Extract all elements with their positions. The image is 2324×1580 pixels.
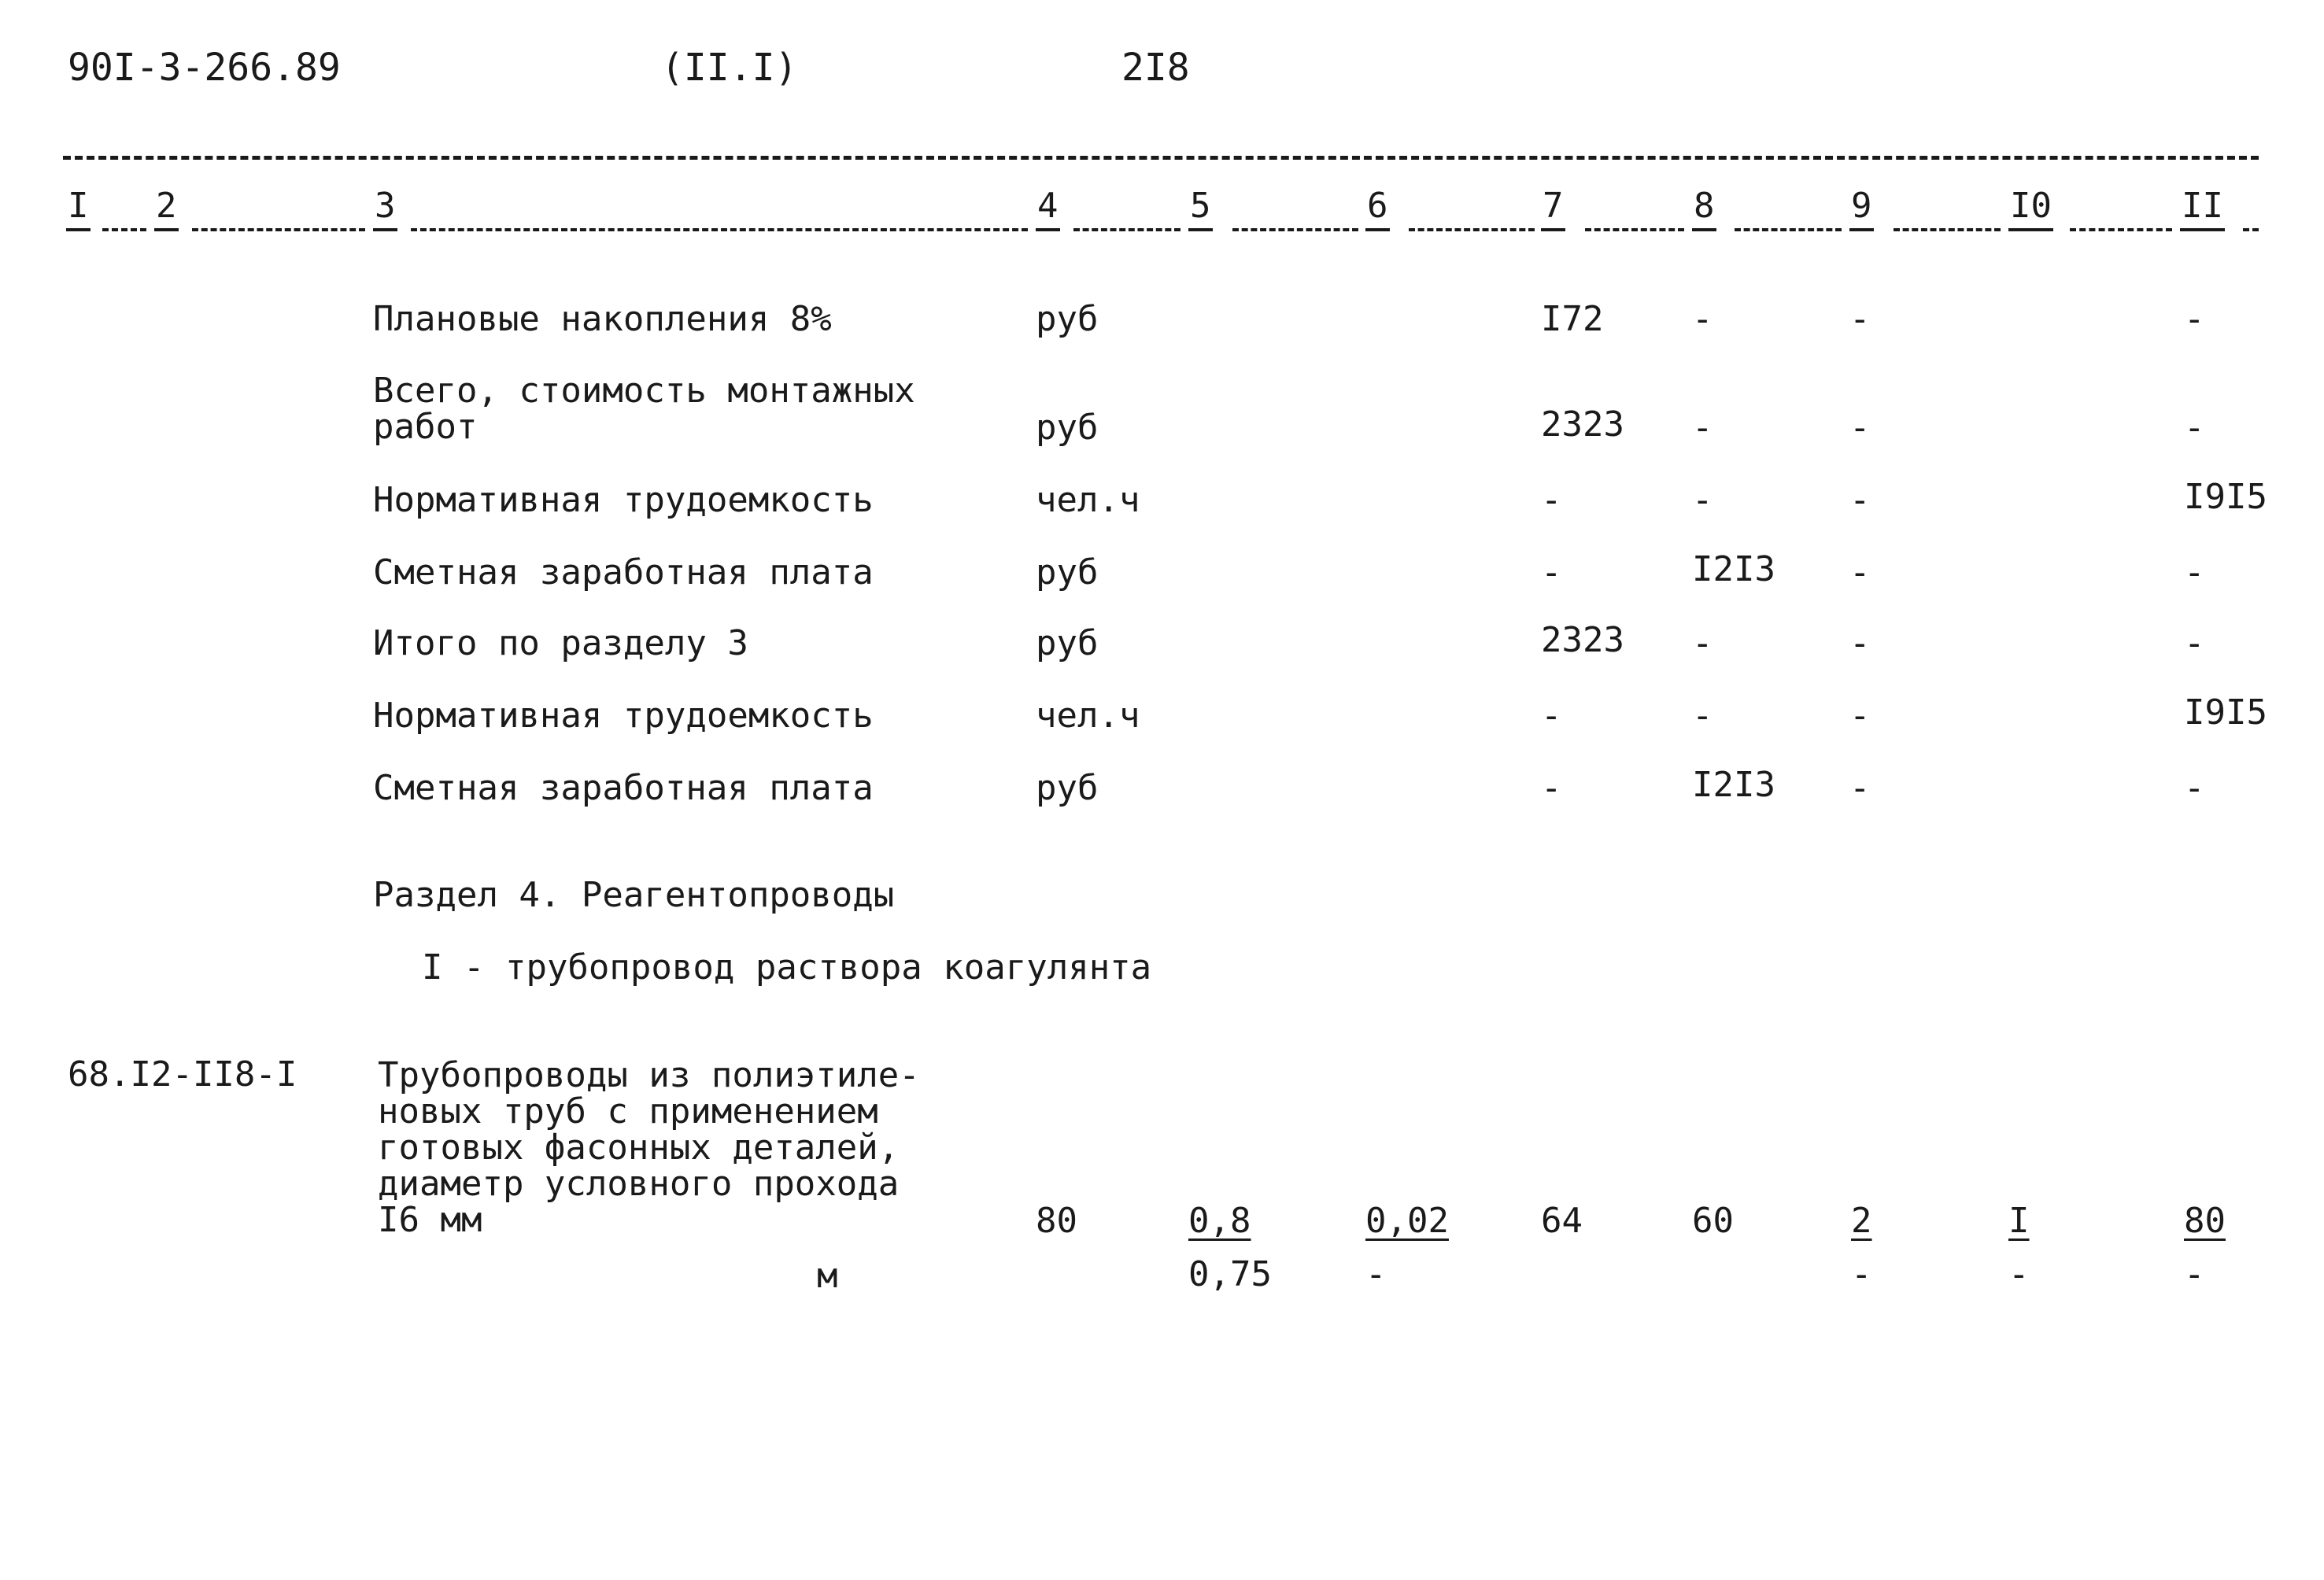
- row-col11: I9I5: [2184, 692, 2267, 733]
- row-name: Сметная заработная плата: [373, 768, 874, 808]
- item-col5-bottom: 0,75: [1188, 1254, 1272, 1294]
- item-unit: м: [817, 1256, 838, 1296]
- column-number-9: 9: [1849, 189, 1874, 231]
- header-dash-7: [1585, 228, 1684, 231]
- row-col8: -: [1692, 696, 1713, 736]
- header-dash-8: [1735, 228, 1842, 231]
- column-number-8: 8: [1692, 189, 1716, 231]
- column-number-6: 6: [1365, 189, 1390, 231]
- item-col6-bottom: -: [1365, 1254, 1387, 1294]
- row-col7: -: [1541, 552, 1562, 592]
- row-col9: -: [1849, 480, 1871, 520]
- column-number-10: I0: [2008, 189, 2053, 231]
- item-name: Трубопроводы из полиэтиле- новых труб с применением готовых фасонных деталей, диаметр условного прохода I6 мм: [378, 1055, 920, 1240]
- row-col8: -: [1692, 299, 1713, 339]
- header-dash-1: [102, 228, 146, 231]
- header-dash-5: [1232, 228, 1358, 231]
- row-unit: руб: [1036, 623, 1099, 663]
- item-col11-bottom: -: [2184, 1254, 2205, 1294]
- row-col7: 2323: [1541, 404, 1624, 445]
- header-dash-6: [1409, 228, 1535, 231]
- row-col8: -: [1692, 408, 1713, 448]
- top-dashed-rule: [63, 156, 2259, 160]
- row-name: Итого по разделу 3: [373, 623, 748, 663]
- item-col5-top: 0,8: [1188, 1201, 1251, 1241]
- column-number-2: 2: [154, 189, 179, 231]
- row-col9: -: [1849, 768, 1871, 808]
- row-col9: -: [1849, 408, 1871, 448]
- row-col8: I2I3: [1692, 765, 1775, 805]
- column-number-4: 4: [1036, 189, 1060, 231]
- item-col9-top: 2: [1851, 1201, 1872, 1241]
- row-col9: -: [1849, 299, 1871, 339]
- section-subtitle: I - трубопровод раствора коагулянта: [422, 947, 1152, 988]
- row-unit: руб: [1036, 408, 1099, 448]
- row-unit: чел.ч: [1036, 480, 1140, 520]
- row-name: Сметная заработная плата: [373, 552, 874, 592]
- row-col8: -: [1692, 480, 1713, 520]
- item-col7: 64: [1541, 1201, 1583, 1241]
- item-col11-top: 80: [2184, 1201, 2226, 1241]
- column-number-5: 5: [1188, 189, 1213, 231]
- row-col11: -: [2184, 552, 2205, 592]
- row-unit: руб: [1036, 768, 1099, 808]
- row-unit: чел.ч: [1036, 696, 1140, 736]
- row-col9: -: [1849, 552, 1871, 592]
- row-col7: -: [1541, 696, 1562, 736]
- row-unit: руб: [1036, 552, 1099, 592]
- header-dash-3: [411, 228, 1028, 231]
- item-col10-bottom: -: [2008, 1254, 2030, 1294]
- item-col10-top: I: [2008, 1201, 2030, 1241]
- row-col7: -: [1541, 480, 1562, 520]
- header-dash-4: [1073, 228, 1180, 231]
- row-unit: руб: [1036, 299, 1099, 339]
- row-col11: -: [2184, 623, 2205, 663]
- row-col8: -: [1692, 623, 1713, 663]
- item-col9-bottom: -: [1851, 1254, 1872, 1294]
- header-dash-9: [1894, 228, 2001, 231]
- row-name: Нормативная трудоемкость: [373, 480, 874, 520]
- row-col9: -: [1849, 623, 1871, 663]
- section-number: (II.I): [661, 46, 798, 90]
- item-col4: 80: [1036, 1201, 1077, 1241]
- item-code: 68.I2-II8-I: [68, 1054, 297, 1095]
- column-number-7: 7: [1541, 189, 1565, 231]
- row-col7: 2323: [1541, 620, 1624, 660]
- row-col11: -: [2184, 408, 2205, 448]
- document-code: 90I-3-266.89: [68, 46, 341, 90]
- row-col7: I72: [1541, 299, 1604, 339]
- row-name: Плановые накопления 8%: [373, 299, 832, 339]
- item-col8: 60: [1692, 1201, 1734, 1241]
- page-number: 2I8: [1121, 46, 1190, 90]
- item-col6-top: 0,02: [1365, 1201, 1449, 1241]
- header-dash-10: [2070, 228, 2172, 231]
- section-title: Раздел 4. Реагентопроводы: [373, 875, 895, 915]
- row-col11: -: [2184, 299, 2205, 339]
- column-number-11: II: [2180, 189, 2225, 231]
- row-col7: -: [1541, 768, 1562, 808]
- header-dash-11: [2243, 228, 2259, 231]
- row-col11: I9I5: [2184, 477, 2267, 517]
- row-col9: -: [1849, 696, 1871, 736]
- row-name: Нормативная трудоемкость: [373, 696, 874, 736]
- row-col11: -: [2184, 768, 2205, 808]
- row-name: Всего, стоимость монтажных работ: [373, 371, 915, 447]
- column-number-1: I: [66, 189, 91, 231]
- header-dash-2: [192, 228, 365, 231]
- row-col8: I2I3: [1692, 549, 1775, 589]
- column-number-3: 3: [373, 189, 397, 231]
